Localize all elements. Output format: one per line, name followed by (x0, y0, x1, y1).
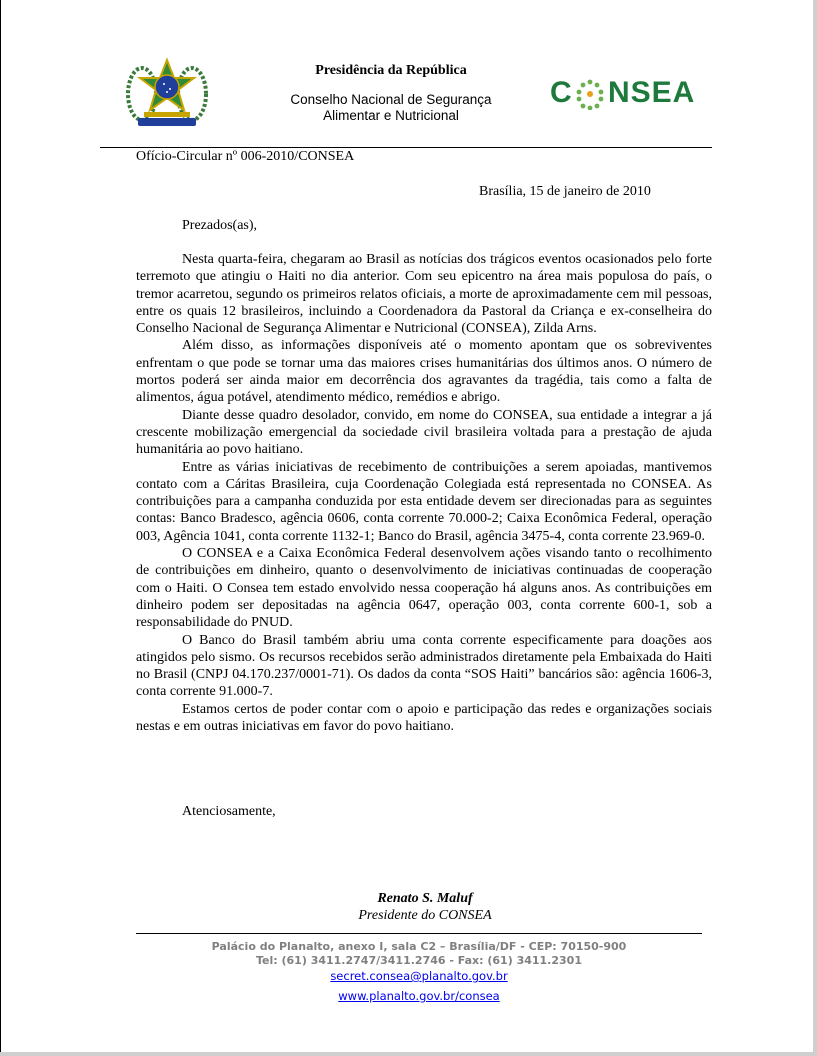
body-paragraph: Nesta quarta-feira, chegaram ao Brasil as notícias dos trágicos eventos ocasionados pelo forte terremoto que atingiu o Haiti no dia anterior. Com seu epicentro na área mais populosa do país, o tremor acarretou, segundo os primeiros relatos oficiais, a morte de aproximadamente cem mil pessoas, entre os quais 12 brasileiros, incluindo a Coordenadora da Pastoral da Criança e ex-conselheira do Conselho Nacional de Segurança Alimentar e Nutricional (CONSEA), Zilda Arns. (136, 252, 712, 337)
logo-letters-nsea: NSEA (608, 76, 696, 109)
footer-website-link[interactable]: www.planalto.gov.br/consea (338, 989, 500, 1003)
presidency-title: Presidência da República (315, 63, 467, 78)
body-paragraph: O CONSEA e a Caixa Econômica Federal desenvolvem ações visando tanto o recolhimento de contribuições em dinheiro, quanto o desenvolvimento de iniciativas continuadas de cooperação com o Haiti. O Consea tem estado envolvido nessa cooperação há alguns anos. As contribuições em dinheiro podem ser depositadas na agência 0647, operação 003, conta corrente 600-1, sob a responsabilidade do PNUD. (136, 546, 712, 631)
body-paragraph: Estamos certos de poder contar com o apoio e participação das redes e organizações sociais nestas e em outras iniciativas em favor do povo haitiano. (136, 701, 712, 735)
page-shadow-bottom (0, 1052, 817, 1056)
council-name-line1: Conselho Nacional de Segurança (290, 92, 492, 107)
page-border-left (0, 0, 1, 1056)
footer-divider (136, 933, 702, 934)
footer (136, 940, 702, 1004)
footer-phones: Tel: (61) 3411.2747/3411.2746 - Fax: (61) 3411.2301 (256, 954, 582, 967)
body-paragraph: Além disso, as informações disponíveis até o momento apontam que os sobreviventes enfrentam o que pode se tornar uma das maiores crises humanitárias dos últimos anos. O número de mortos poderá ser ainda maior em decorrência dos agravantes da tragédia, tais como a falta de alimentos, água potável, atendimento médico, remédios e abrigo. (136, 338, 712, 406)
body-paragraph: O Banco do Brasil também abriu uma conta corrente especificamente para doações aos atingidos pelo sismo. Os recursos recebidos serão administrados diretamente pela Embaixada do Haiti no Brasil (CNPJ 04.170.237/0001-71). Os dados da conta “SOS Haiti” bancários são: agência 1606-3, conta corrente 91.000-7. (136, 632, 712, 700)
signature-block (300, 890, 550, 924)
letter-reference: Ofício-Circular nº 006-2010/CONSEA (136, 149, 355, 164)
body-paragraph: Diante desse quadro desolador, convido, em nome do CONSEA, sua entidade a integrar a já crescente mobilização emergencial da sociedade civil brasileira voltada para a prestação de ajuda humanitária ao povo haitiano. (136, 407, 712, 458)
council-name (280, 92, 502, 124)
letter-date: Brasília, 15 de janeiro de 2010 (479, 184, 651, 199)
coat-of-arms-emblem (124, 56, 210, 132)
logo-letter-c: C (550, 76, 573, 109)
logo-people-icon (575, 78, 605, 110)
consea-logo (550, 76, 720, 112)
header-divider (100, 147, 712, 148)
footer-email-link[interactable]: secret.consea@planalto.gov.br (330, 969, 508, 983)
letter-body (136, 251, 712, 735)
letter-greeting: Prezados(as), (182, 218, 258, 233)
page-shadow-right (813, 0, 817, 1056)
body-paragraph: Entre as várias iniciativas de recebimento de contribuições a serem apoiadas, mantivemos contato com a Cáritas Brasileira, cuja Coordenação Colegiada está representada no CONSEA. As contribuições para a campanha conduzida por esta entidade devem ser direcionadas para as seguintes contas: Banco Bradesco, agência 0606, conta corrente 70.000-2; Caixa Econômica Federal, operação 003, Agência 1041, conta corrente 1132-1; Banco do Brasil, agência 3475-4, conta corrente 23.969-0. (136, 459, 712, 544)
signer-title: Presidente do CONSEA (358, 908, 492, 923)
header-organization (280, 62, 502, 124)
signer-name: Renato S. Maluf (377, 891, 473, 906)
letter-closing: Atenciosamente, (182, 804, 276, 819)
council-name-line2: Alimentar e Nutricional (323, 108, 459, 123)
footer-address: Palácio do Planalto, anexo I, sala C2 – Brasília/DF - CEP: 70150-900 (211, 940, 627, 953)
